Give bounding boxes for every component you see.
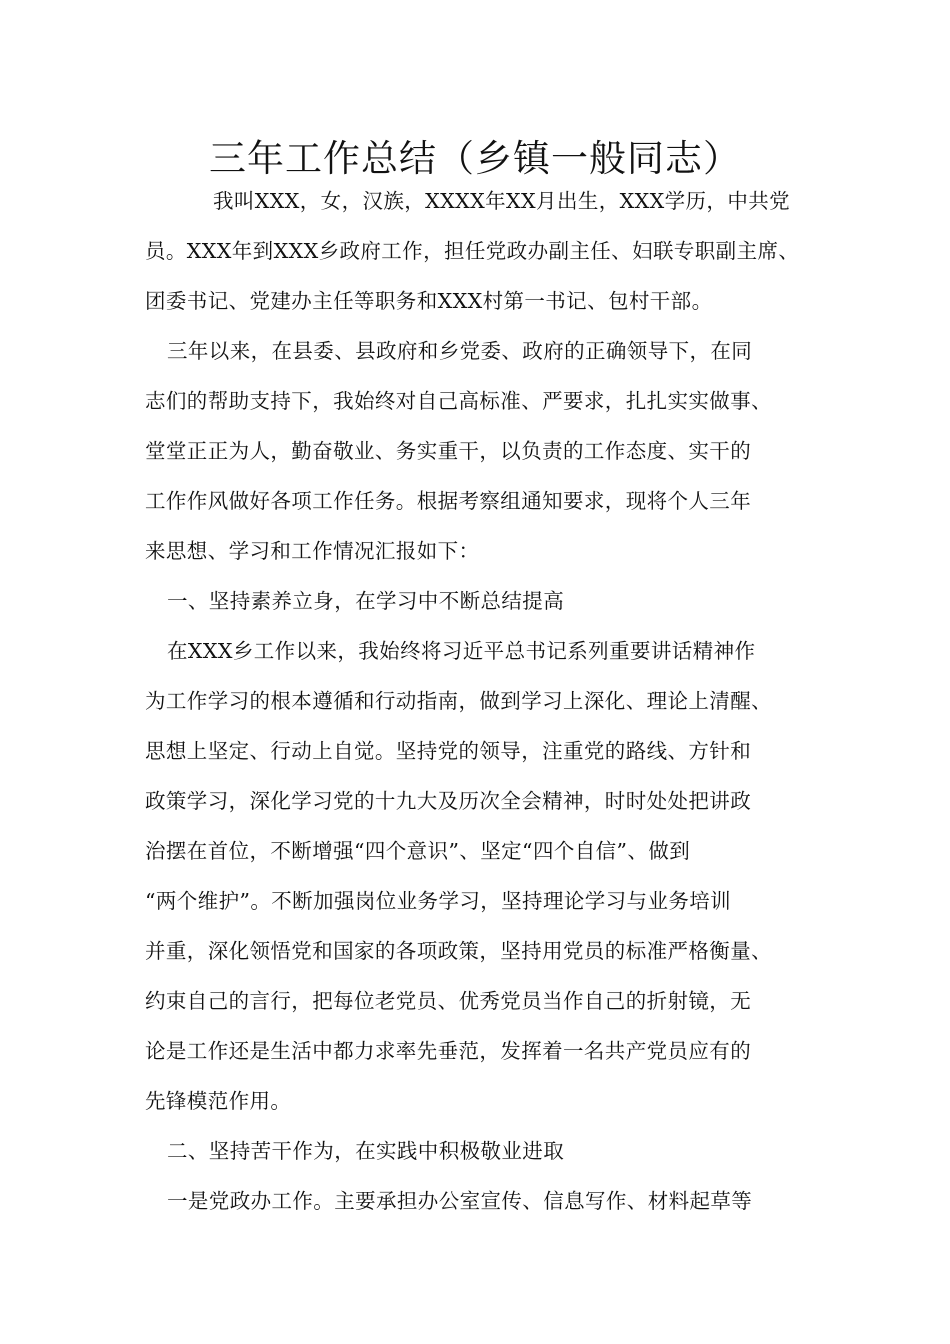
text-line: 一是党政办工作。主要承担办公室宣传、信息写作、材料起草等	[167, 1189, 753, 1213]
text-line: 政策学习，深化学习党的十九大及历次全会精神，时时处处把讲政	[145, 789, 752, 813]
text-line: 先锋模范作用。	[145, 1089, 292, 1113]
text-line: 堂堂正正为人，勤奋敬业、务实重干，以负责的工作态度、实干的	[145, 439, 752, 463]
text-line: 团委书记、党建办主任等职务和XXX村第一书记、包村干部。	[145, 289, 713, 313]
section-heading: 二、坚持苦干作为，在实践中积极敬业进取	[167, 1139, 565, 1163]
text-line: 工作作风做好各项工作任务。根据考察组通知要求，现将个人三年	[145, 489, 752, 513]
text-line: 在XXX乡工作以来，我始终将习近平总书记系列重要讲话精神作	[167, 639, 756, 663]
text-line: 论是工作还是生活中都力求率先垂范，发挥着一名共产党员应有的	[145, 1039, 752, 1063]
document-title: 三年工作总结（乡镇一般同志）	[209, 137, 741, 180]
text-line: 并重，深化领悟党和国家的各项政策，坚持用党员的标准严格衡量、	[145, 939, 772, 963]
text-line: 约束自己的言行，把每位老党员、优秀党员当作自己的折射镜，无	[145, 989, 752, 1013]
text-line: 志们的帮助支持下，我始终对自己高标准、严要求，扎扎实实做事、	[145, 389, 772, 413]
text-line: 思想上坚定、行动上自觉。坚持党的领导，注重党的路线、方针和	[145, 739, 752, 763]
text-line: “两个维护”。不断加强岗位业务学习，坚持理论学习与业务培训	[145, 889, 732, 913]
text-line: 来思想、学习和工作情况汇报如下：	[145, 539, 480, 563]
section-heading: 一、坚持素养立身，在学习中不断总结提高	[167, 589, 565, 613]
text-line: 员。XXX年到XXX乡政府工作，担任党政办副主任、妇联专职副主席、	[145, 239, 800, 263]
text-line: 三年以来，在县委、县政府和乡党委、政府的正确领导下，在同	[167, 339, 753, 363]
text-line: 为工作学习的根本遵循和行动指南，做到学习上深化、理论上清醒、	[145, 689, 772, 713]
text-line: 我叫XXX，女，汉族，XXXX年XX月出生，XXX学历，中共党	[213, 189, 791, 213]
text-line: 治摆在首位，不断增强“四个意识”、坚定“四个自信”、做到	[145, 839, 691, 863]
